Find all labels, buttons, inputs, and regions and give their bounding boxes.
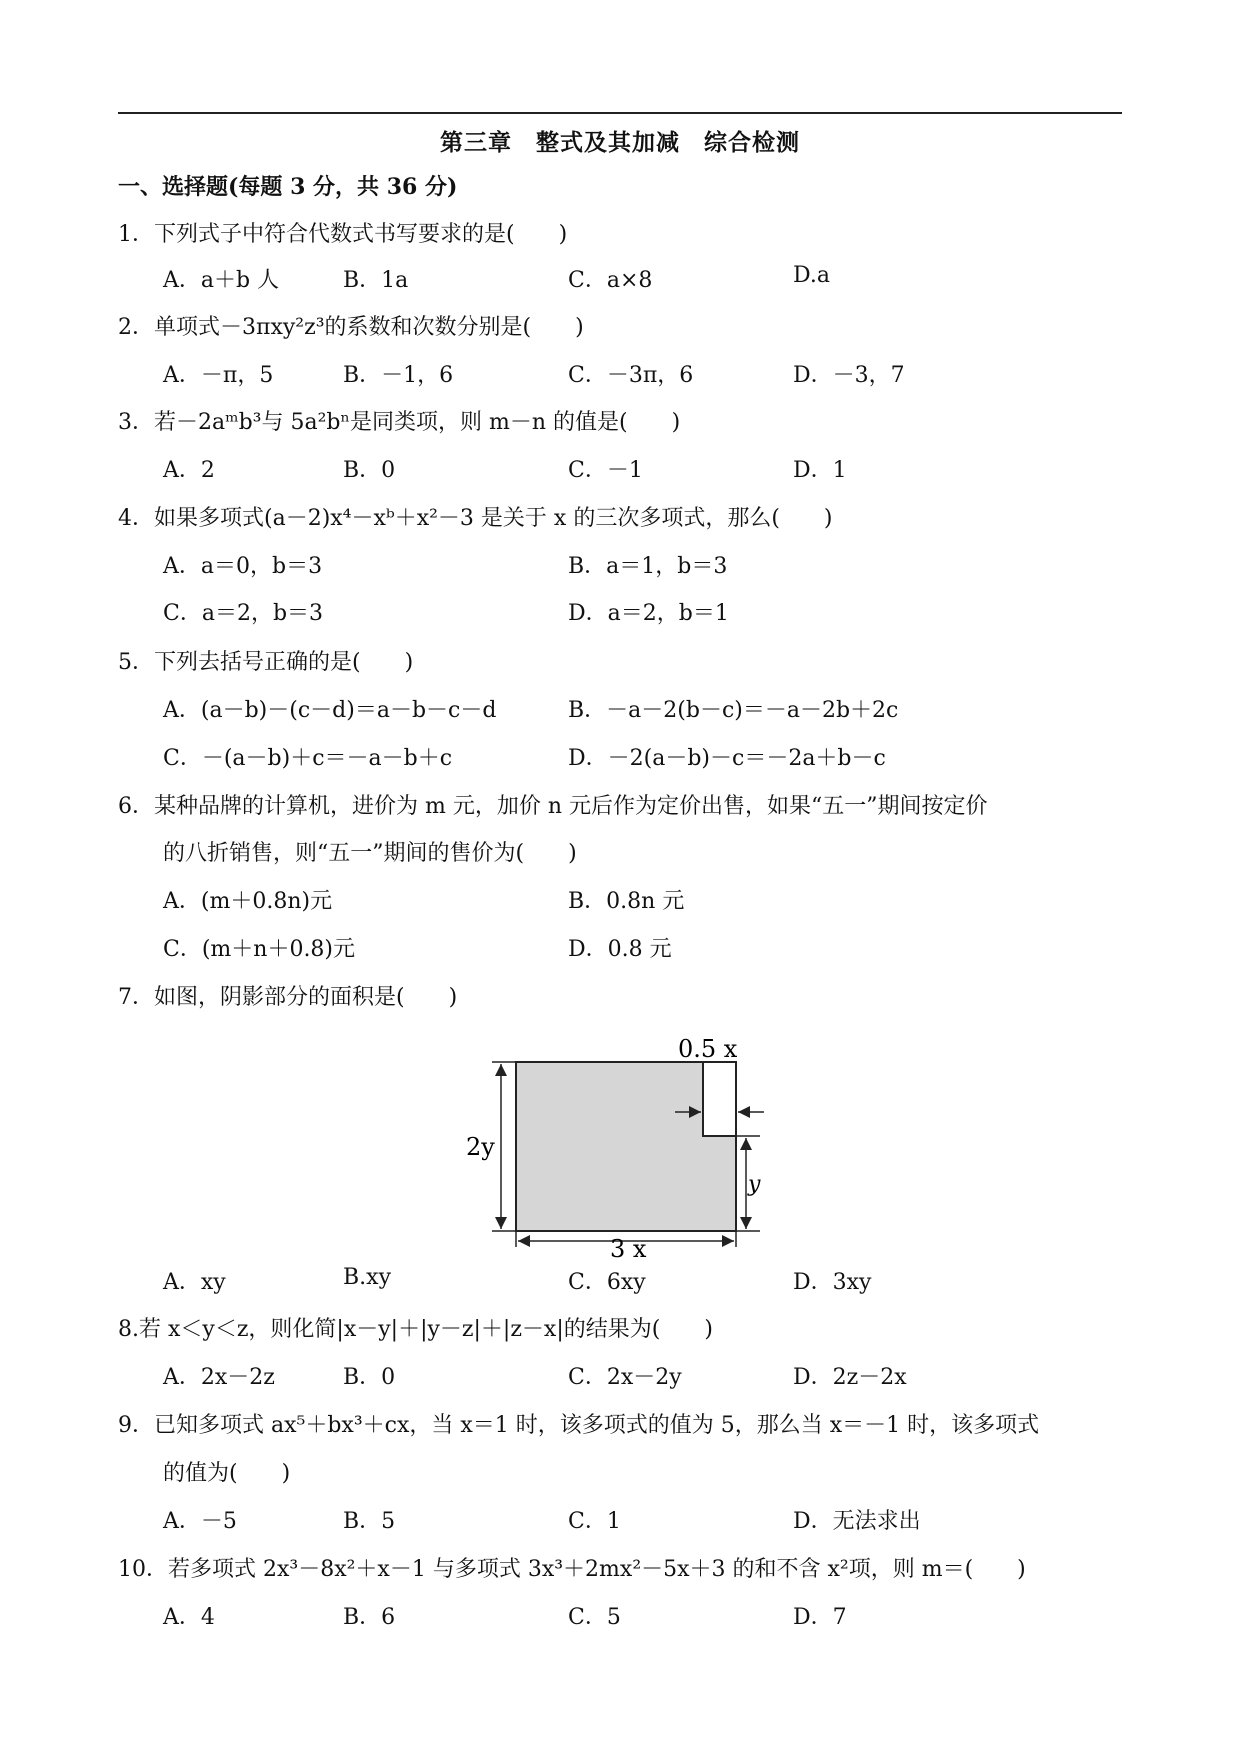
q3-option-a: A．2 (163, 458, 215, 483)
q5-option-d: D．－2(a－b)－c＝－2a＋b－c (568, 746, 886, 771)
q2-option-a: A．－π，5 (163, 363, 274, 388)
label-right: y (748, 1172, 761, 1197)
q10-option-d: D．7 (793, 1605, 847, 1630)
q1-option-a: A．a＋b 人 (163, 268, 280, 293)
q6-option-a: A．(m＋0.8n)元 (163, 889, 333, 914)
shaded-area-figure (466, 1025, 770, 1263)
q7-option-b: B.xy (343, 1265, 391, 1290)
q10-option-a: A．4 (163, 1605, 215, 1630)
q5-option-b: B．－a－2(b－c)＝－a－2b＋2c (568, 698, 899, 723)
q6-option-d: D．0.8 元 (568, 937, 672, 962)
question-1-stem: 1．下列式子中符合代数式书写要求的是( ) (118, 222, 568, 247)
q4-option-b: B．a＝1，b＝3 (568, 554, 728, 579)
q5-option-a: A．(a－b)－(c－d)＝a－b－c－d (163, 698, 497, 723)
question-5-stem: 5．下列去括号正确的是( ) (118, 650, 414, 675)
question-3-stem: 3．若－2aᵐb³与 5a²bⁿ是同类项，则 m－n 的值是( ) (118, 410, 681, 435)
question-7-stem: 7．如图，阴影部分的面积是( ) (118, 985, 458, 1010)
q7-option-d: D．3xy (793, 1270, 872, 1295)
q4-option-d: D．a＝2，b＝1 (568, 601, 729, 626)
q4-option-c: C．a＝2，b＝3 (163, 601, 324, 626)
question-6-stem-line1: 6．某种品牌的计算机，进价为 m 元，加价 n 元后作为定价出售，如果“五一”期间按定价 (118, 794, 988, 819)
q2-option-d: D．－3，7 (793, 363, 905, 388)
question-9-stem-line1: 9．已知多项式 ax⁵＋bx³＋cx，当 x＝1 时，该多项式的值为 5，那么当 x＝－1 时，该多项式 (118, 1413, 1040, 1438)
question-2-stem: 2．单项式－3πxy²z³的系数和次数分别是( ) (118, 315, 584, 340)
q10-option-b: B．6 (343, 1605, 396, 1630)
question-8-stem: 8.若 x＜y＜z，则化简|x－y|＋|y－z|＋|z－x|的结果为( ) (118, 1317, 713, 1342)
q2-option-b: B．－1，6 (343, 363, 454, 388)
question-6-stem-line2: 的八折销售，则“五一”期间的售价为( ) (163, 841, 577, 866)
q1-option-c: C．a×8 (568, 268, 653, 293)
label-bottom: 3 x (610, 1235, 647, 1263)
q3-option-b: B．0 (343, 458, 396, 483)
q6-option-b: B．0.8n 元 (568, 889, 685, 914)
q7-option-c: C．6xy (568, 1270, 646, 1295)
q9-option-b: B．5 (343, 1509, 396, 1534)
q9-option-d: D．无法求出 (793, 1509, 921, 1534)
question-9-stem-line2: 的值为( ) (163, 1461, 291, 1486)
q9-option-c: C．1 (568, 1509, 621, 1534)
q8-option-c: C．2x－2y (568, 1365, 682, 1390)
q3-option-d: D．1 (793, 458, 847, 483)
label-left: 2y (466, 1133, 495, 1161)
section-heading: 一、选择题(每题 3 分，共 36 分) (118, 174, 458, 200)
q6-option-c: C．(m＋n＋0.8)元 (163, 937, 356, 962)
q8-option-b: B．0 (343, 1365, 396, 1390)
page-title: 第三章 整式及其加减 综合检测 (440, 129, 800, 156)
q5-option-c: C．－(a－b)＋c＝－a－b＋c (163, 746, 453, 771)
q4-option-a: A．a＝0，b＝3 (163, 554, 323, 579)
question-10-stem: 10．若多项式 2x³－8x²＋x－1 与多项式 3x³＋2mx²－5x＋3 的和不含 x²项，则 m＝( ) (118, 1557, 1026, 1582)
header-rule (118, 112, 1122, 114)
q9-option-a: A．－5 (163, 1509, 237, 1534)
q10-option-c: C．5 (568, 1605, 621, 1630)
white-notch (703, 1062, 736, 1136)
q7-option-a: A．xy (163, 1270, 226, 1295)
q8-option-d: D．2z－2x (793, 1365, 907, 1390)
question-4-stem: 4．如果多项式(a－2)x⁴－xᵇ＋x²－3 是关于 x 的三次多项式，那么( ) (118, 506, 833, 531)
q8-option-a: A．2x－2z (163, 1365, 275, 1390)
q3-option-c: C．－1 (568, 458, 643, 483)
q2-option-c: C．－3π，6 (568, 363, 694, 388)
label-top: 0.5 x (678, 1035, 738, 1063)
q1-option-d: D.a (793, 263, 830, 288)
q1-option-b: B．1a (343, 268, 409, 293)
